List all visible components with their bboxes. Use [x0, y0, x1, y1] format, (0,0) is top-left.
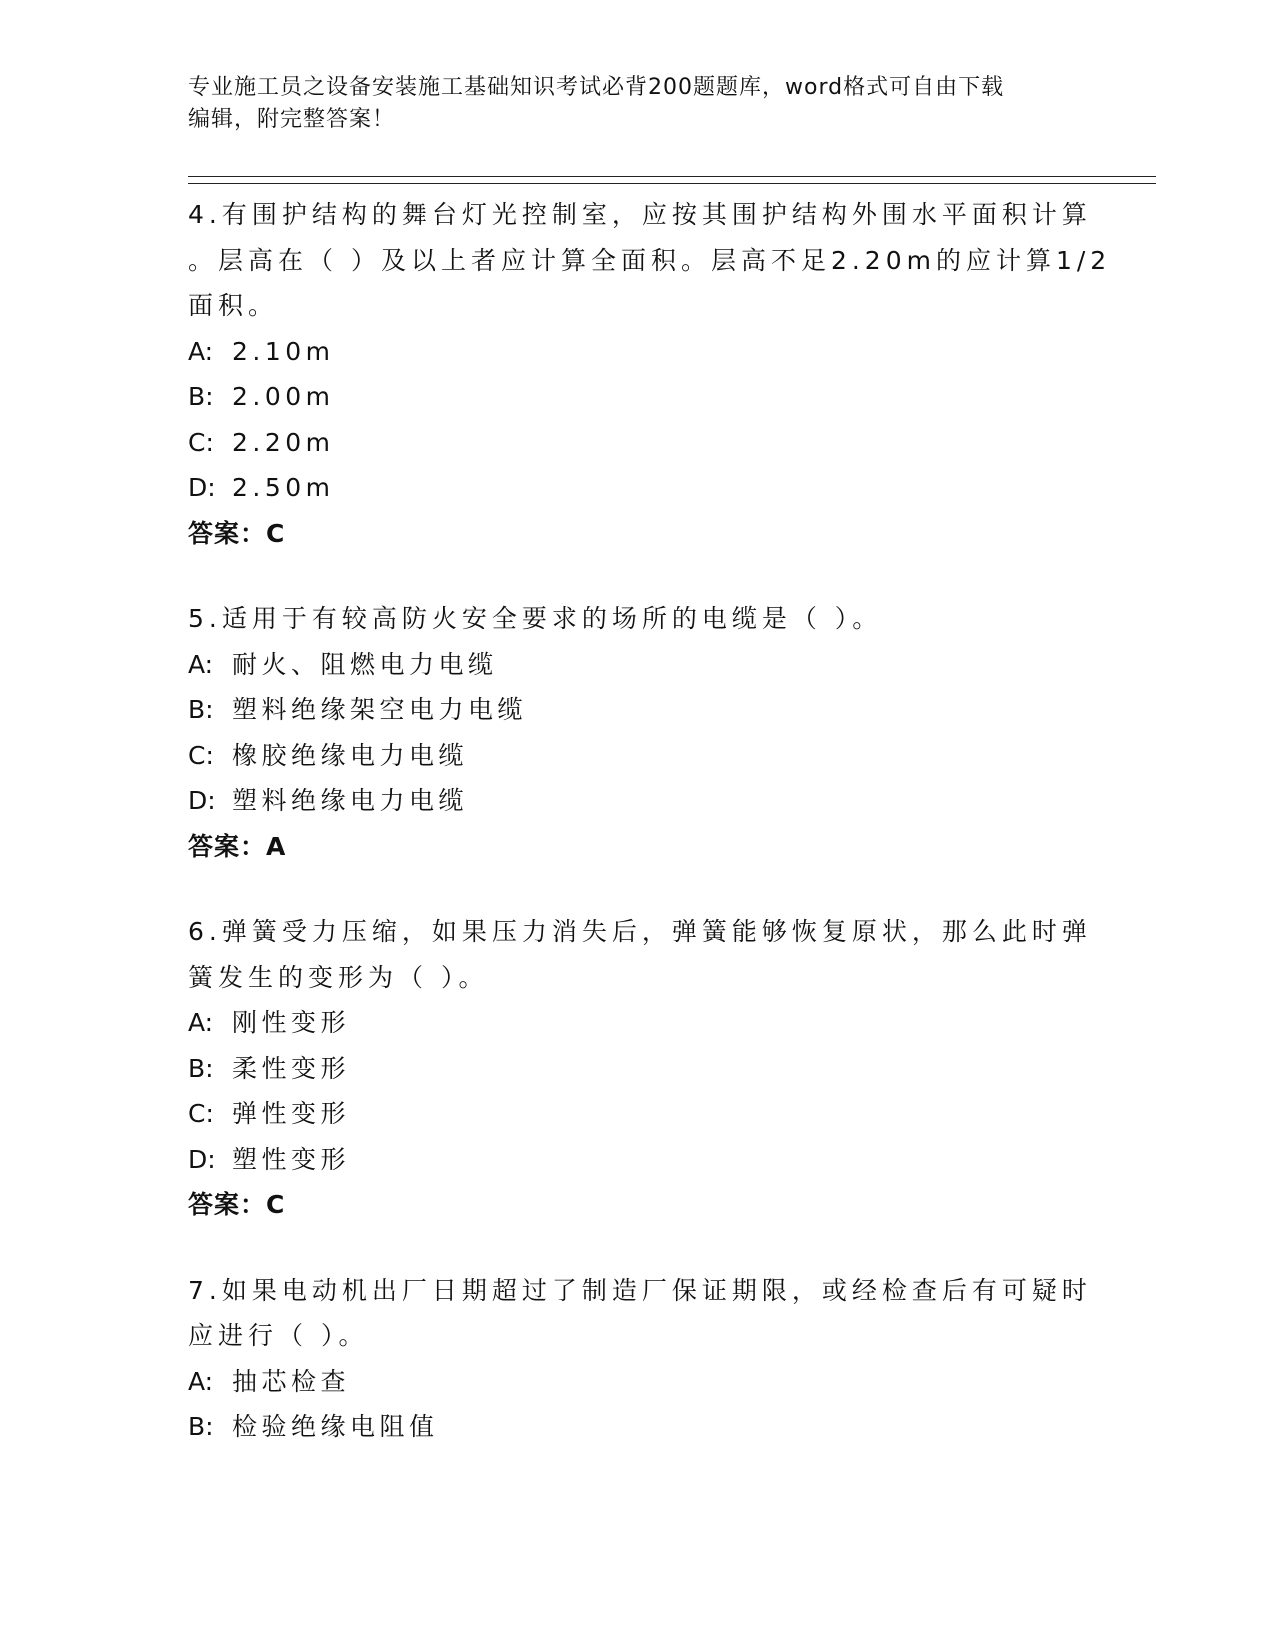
question-6: [188, 909, 1092, 1228]
question-stem-line: 应进行（ ）。: [188, 1321, 369, 1350]
option-text: 抽芯检查: [232, 1366, 351, 1396]
option-text: 塑性变形: [232, 1144, 351, 1174]
document-title-line-2: 编辑，附完整答案！: [188, 107, 396, 132]
option-text: 橡胶绝缘电力电缆: [232, 740, 469, 770]
option-letter: C:: [188, 1099, 214, 1128]
question-stem-line: 面积。: [188, 291, 279, 320]
option-text: 塑料绝缘架空电力电缆: [232, 695, 528, 724]
option-text: 2.00m: [232, 382, 335, 411]
header-divider-bottom: [188, 183, 1156, 184]
option-letter: B:: [188, 382, 214, 411]
option-text: 刚性变形: [232, 1008, 351, 1037]
question-4: [188, 192, 1112, 556]
question-stem-line: 5.适用于有较高防火安全要求的场所的电缆是（ ）。: [188, 604, 883, 633]
question-stem-line: 7.如果电动机出厂日期超过了制造厂保证期限，或经检查后有可疑时: [188, 1275, 1092, 1305]
question-stem-line: 簧发生的变形为（ ）。: [188, 962, 489, 992]
option-letter: C:: [188, 740, 214, 770]
document-title-line-1: 专业施工员之设备安装施工基础知识考试必背200题题库，word格式可自由下载: [188, 75, 1005, 100]
option-text: 2.20m: [232, 427, 335, 457]
header-divider-top: [188, 176, 1156, 177]
option-text: 耐火、阻燃电力电缆: [232, 649, 498, 679]
option-letter: A:: [188, 1008, 214, 1037]
question-stem-line: 6.弹簧受力压缩，如果压力消失后，弹簧能够恢复原状，那么此时弹: [188, 917, 1092, 946]
question-7: [188, 1268, 1092, 1450]
option-letter: C:: [188, 427, 214, 457]
option-c: [188, 1091, 1088, 1137]
question-list: [188, 192, 1112, 1490]
question-stem-line: 。层高在（ ）及以上者应计算全面积。层高不足2.20m的应计算1/2: [188, 245, 1112, 275]
option-letter: A:: [188, 1366, 214, 1396]
option-text: 检验绝缘电阻值: [232, 1412, 439, 1441]
option-letter: D:: [188, 1144, 216, 1174]
option-a: [188, 1000, 1088, 1046]
option-c: [188, 733, 1088, 779]
answer-line: 答案：A: [188, 831, 287, 861]
option-letter: D:: [188, 786, 216, 815]
question-stem-line: 4.有围护结构的舞台灯光控制室，应按其围护结构外围水平面积计算: [188, 200, 1092, 229]
option-text: 弹性变形: [232, 1099, 351, 1128]
option-letter: D:: [188, 473, 216, 502]
answer-line: 答案：C: [188, 518, 286, 548]
option-b: [188, 1404, 1088, 1450]
option-letter: B:: [188, 1053, 214, 1083]
question-5: [188, 596, 1088, 869]
option-a: [188, 1359, 1088, 1405]
option-b: [188, 374, 1088, 420]
option-d: [188, 778, 1088, 824]
option-letter: B:: [188, 1412, 214, 1441]
option-text: 2.50m: [232, 473, 335, 502]
option-a: [188, 642, 1088, 688]
answer-line: 答案：C: [188, 1190, 286, 1219]
option-text: 2.10m: [232, 336, 335, 366]
option-c: [188, 420, 1088, 466]
option-text: 柔性变形: [232, 1053, 351, 1083]
option-b: [188, 687, 1088, 733]
option-letter: A:: [188, 336, 214, 366]
option-d: [188, 465, 1088, 511]
option-letter: B:: [188, 695, 214, 724]
option-text: 塑料绝缘电力电缆: [232, 786, 469, 815]
option-a: [188, 329, 1088, 375]
option-letter: A:: [188, 649, 214, 679]
option-b: [188, 1046, 1088, 1092]
option-d: [188, 1137, 1088, 1183]
